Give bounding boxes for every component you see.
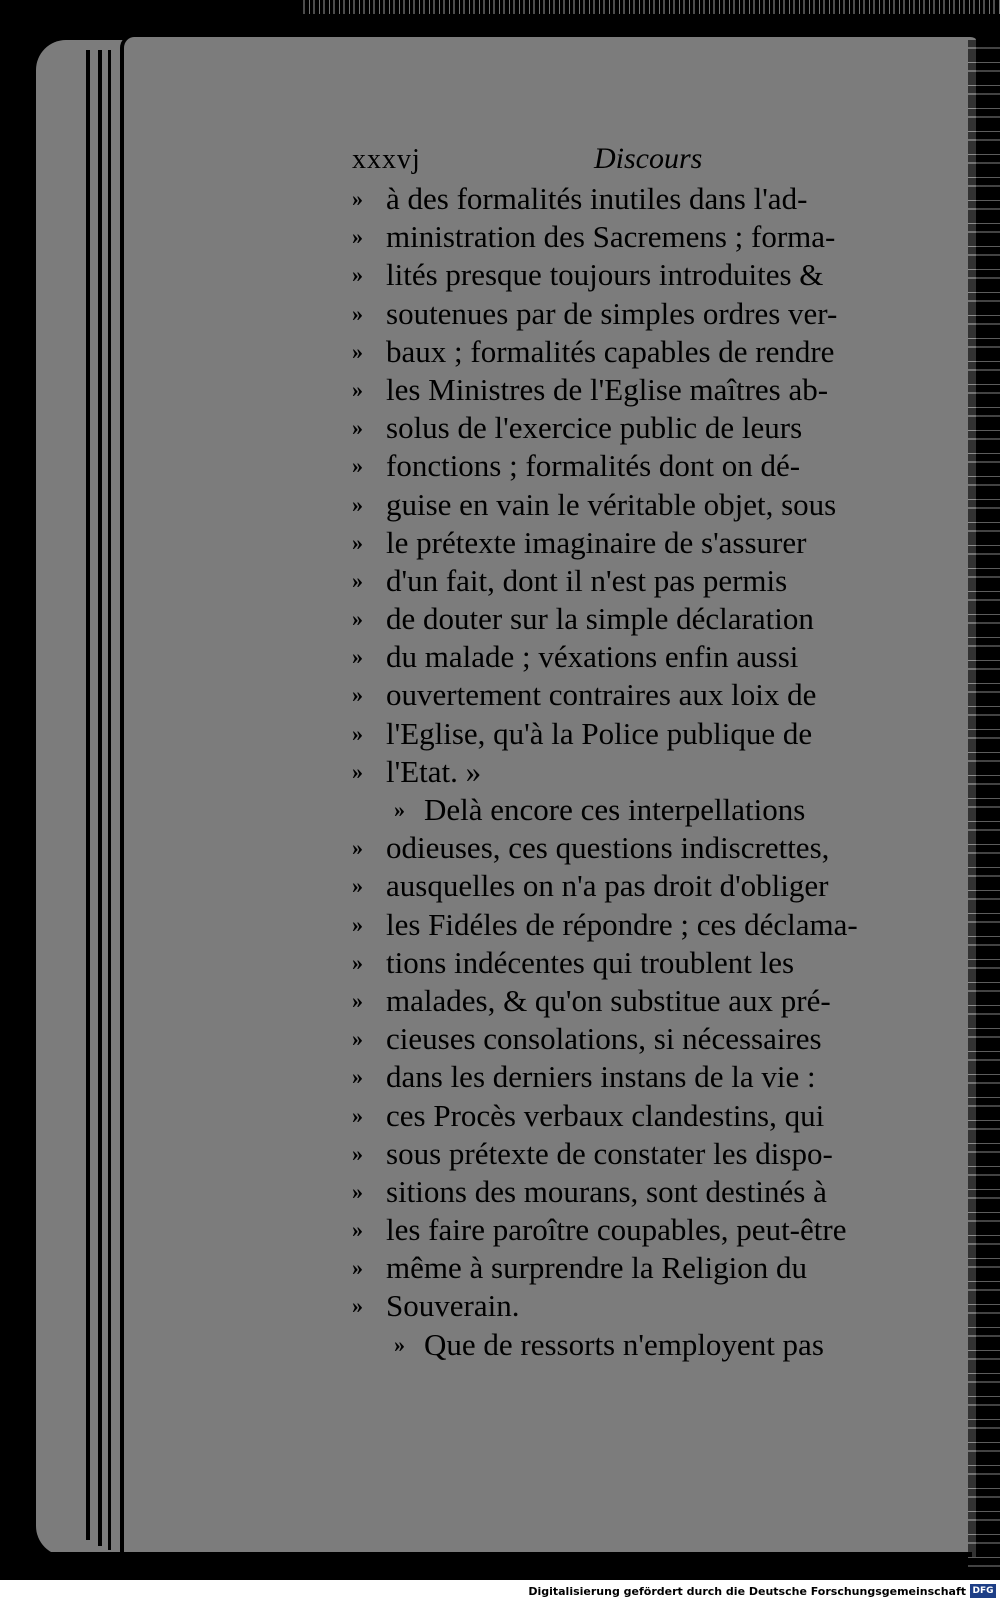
text-line xyxy=(352,600,932,638)
quote-mark: » xyxy=(352,1064,363,1090)
line-text: même à surprendre la Religion du xyxy=(386,1250,807,1286)
line-text: les Ministres de l'Eglise maîtres ab- xyxy=(386,371,829,407)
quote-mark: » xyxy=(352,453,363,479)
quote-mark: » xyxy=(352,835,363,861)
text-lines xyxy=(352,180,932,1364)
text-line xyxy=(352,982,932,1020)
line-text: lités presque toujours introduites & xyxy=(386,257,824,293)
line-text: ministration des Sacremens ; forma- xyxy=(386,219,836,255)
line-text: les Fidéles de répondre ; ces déclama- xyxy=(386,906,858,942)
text-line xyxy=(352,906,932,944)
line-text: ces Procès verbaux clandestins, qui xyxy=(386,1097,825,1133)
line-text: d'un fait, dont il n'est pas permis xyxy=(386,562,788,598)
quote-mark: » xyxy=(352,300,363,326)
dfg-logo: DFG xyxy=(970,1584,996,1598)
quote-mark: » xyxy=(352,1140,363,1166)
line-text: fonctions ; formalités dont on dé- xyxy=(386,448,801,484)
line-text: sous prétexte de constater les dispo- xyxy=(386,1135,833,1171)
line-text: guise en vain le véritable objet, sous xyxy=(386,486,837,522)
text-line xyxy=(352,218,932,256)
book-left-edge xyxy=(0,0,36,1580)
line-text: Delà encore ces interpellations xyxy=(424,792,806,827)
quote-mark: » xyxy=(352,186,363,211)
line-text: à des formalités inutiles dans l'ad- xyxy=(386,181,808,216)
text-line xyxy=(352,676,932,714)
binding-line xyxy=(98,50,102,1546)
text-line xyxy=(352,256,932,294)
quote-mark: » xyxy=(352,949,363,975)
line-text: odieuses, ces questions indiscrettes, xyxy=(386,830,830,866)
quote-mark: » xyxy=(352,529,363,555)
line-text: de douter sur la simple déclaration xyxy=(386,601,814,637)
quote-mark: » xyxy=(352,224,363,250)
line-text: l'Etat. » xyxy=(386,753,482,789)
text-line xyxy=(352,524,932,562)
text-line xyxy=(352,1020,932,1058)
text-line xyxy=(352,715,932,753)
line-text: sitions des mourans, sont destinés à xyxy=(386,1173,827,1209)
quote-mark: » xyxy=(352,873,363,899)
quote-mark: » xyxy=(352,491,363,517)
running-head: Discours xyxy=(594,142,703,175)
text-line xyxy=(352,829,932,867)
page-header xyxy=(352,140,932,180)
quote-mark: » xyxy=(394,1331,405,1357)
quote-mark: » xyxy=(352,1293,363,1319)
text-line xyxy=(352,562,932,600)
line-text: solus de l'exercice public de leurs xyxy=(386,410,803,446)
text-line xyxy=(352,409,932,447)
line-text: Souverain. xyxy=(386,1288,520,1324)
text-line xyxy=(352,486,932,524)
line-text: dans les derniers instans de la vie : xyxy=(386,1059,816,1095)
quote-mark: » xyxy=(394,797,405,822)
quote-mark: » xyxy=(352,644,363,670)
binding-line xyxy=(86,50,90,1540)
binding-line xyxy=(108,50,111,1550)
page-text xyxy=(352,140,932,1364)
text-line xyxy=(352,638,932,676)
text-line xyxy=(352,1173,932,1211)
line-text: cieuses consolations, si nécessaires xyxy=(386,1021,822,1057)
text-line xyxy=(352,753,932,791)
line-text: soutenues par de simples ordres ver- xyxy=(386,295,838,331)
quote-mark: » xyxy=(352,911,363,937)
scan-noise-right xyxy=(968,40,1000,1580)
quote-mark: » xyxy=(352,606,363,632)
text-line xyxy=(352,180,932,218)
quote-mark: » xyxy=(352,415,363,441)
quote-mark: » xyxy=(352,1102,363,1128)
text-line xyxy=(352,1097,932,1135)
text-line xyxy=(352,1211,932,1249)
quote-mark: » xyxy=(352,262,363,288)
line-text: ouvertement contraires aux loix de xyxy=(386,677,817,713)
line-text: du malade ; véxations enfin aussi xyxy=(386,639,799,675)
quote-mark: » xyxy=(352,682,363,708)
line-text: ausquelles on n'a pas droit d'obliger xyxy=(386,868,829,904)
quote-mark: » xyxy=(352,567,363,593)
text-line xyxy=(352,791,932,829)
line-text: les faire paroître coupables, peut-être xyxy=(386,1212,847,1248)
text-line xyxy=(352,371,932,409)
footer-credit: Digitalisierung gefördert durch die Deutsche Forschungsgemeinschaft xyxy=(528,1585,966,1598)
scan-noise-top xyxy=(300,0,1000,14)
text-line xyxy=(352,1287,932,1325)
line-text: baux ; formalités capables de rendre xyxy=(386,333,835,369)
line-text: tions indécentes qui troublent les xyxy=(386,944,795,980)
text-line xyxy=(352,867,932,905)
quote-mark: » xyxy=(352,338,363,364)
text-line xyxy=(352,295,932,333)
quote-mark: » xyxy=(352,1217,363,1243)
quote-mark: » xyxy=(352,720,363,746)
quote-mark: » xyxy=(352,1178,363,1204)
text-line xyxy=(352,944,932,982)
text-line xyxy=(352,1326,932,1364)
text-line xyxy=(352,1135,932,1173)
quote-mark: » xyxy=(352,1255,363,1281)
text-line xyxy=(352,333,932,371)
line-text: le prétexte imaginaire de s'assurer xyxy=(386,524,807,560)
digitization-footer xyxy=(0,1580,1000,1604)
quote-mark: » xyxy=(352,758,363,784)
line-text: l'Eglise, qu'à la Police publique de xyxy=(386,715,813,751)
line-text: Que de ressorts n'employent pas xyxy=(424,1326,824,1362)
text-line xyxy=(352,447,932,485)
text-line xyxy=(352,1249,932,1287)
quote-mark: » xyxy=(352,1026,363,1052)
quote-mark: » xyxy=(352,987,363,1013)
quote-mark: » xyxy=(352,376,363,402)
page-bottom-shadow xyxy=(36,1552,972,1580)
folio: xxxvj xyxy=(352,144,421,175)
text-line xyxy=(352,1058,932,1096)
line-text: malades, & qu'on substitue aux pré- xyxy=(386,982,831,1018)
